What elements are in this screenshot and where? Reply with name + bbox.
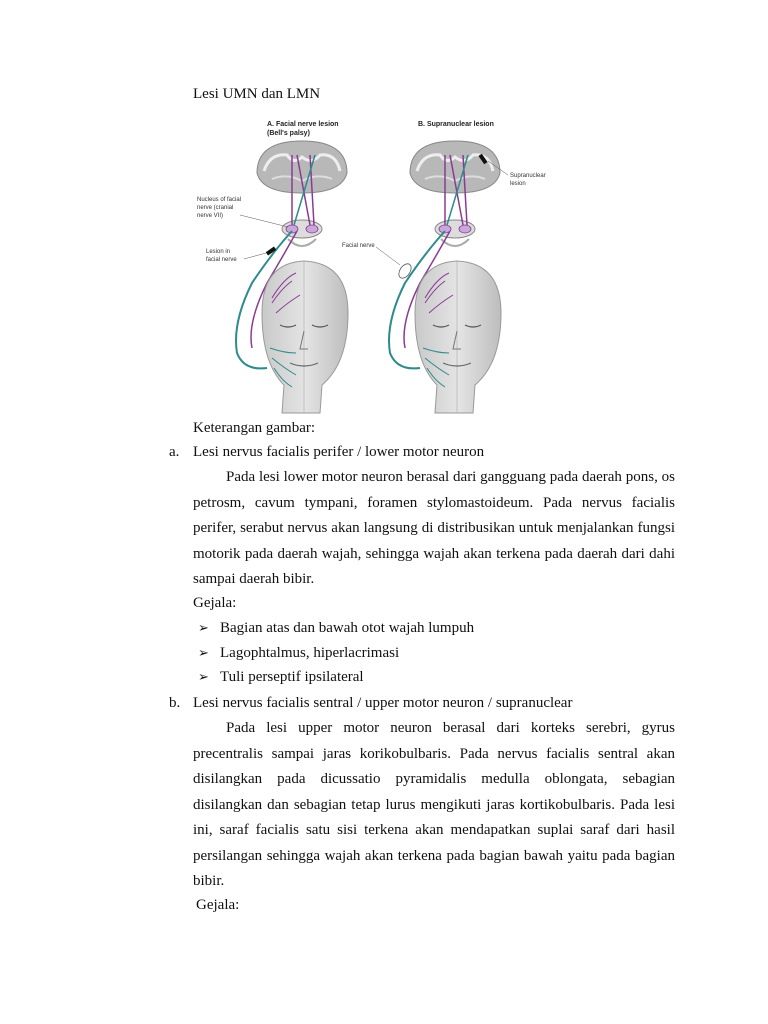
section-a-gejala-label: Gejala:	[193, 595, 237, 611]
label-supranuclear-line2: lesion	[510, 181, 526, 187]
label-nucleus-line1: Nucleus of facial	[197, 197, 242, 203]
section-a-marker: a.	[169, 444, 180, 460]
label-supranuclear-line1: Supranuclear	[510, 173, 546, 179]
label-lesion-line1: Lesion in	[206, 249, 231, 255]
label-lesion-line2: facial nerve	[206, 257, 237, 263]
panel-b-illustration	[389, 141, 501, 413]
section-a-heading	[169, 444, 484, 461]
panel-a-illustration	[236, 141, 348, 413]
symptom-item: ➢ Bagian atas dan bawah otot wajah lumpuh	[198, 620, 475, 636]
section-a-title: Lesi nervus facialis perifer / lower motor neuron	[193, 444, 485, 460]
label-nucleus-line3: nerve VII)	[197, 213, 224, 219]
section-b-heading	[169, 695, 572, 712]
arrow-bullet-icon: ➢	[198, 621, 209, 636]
section-b-title: Lesi nervus facialis sentral / upper motor neuron / supranuclear	[193, 695, 573, 711]
arrow-bullet-icon: ➢	[198, 646, 209, 661]
panel-b-title: B. Supranuclear lesion	[418, 121, 494, 128]
symptom-item: ➢ Lagophtalmus, hiperlacrimasi	[198, 645, 400, 661]
section-b-gejala-label: Gejala:	[196, 897, 240, 913]
panel-a-subtitle: (Bell's palsy)	[267, 130, 310, 137]
arrow-bullet-icon: ➢	[198, 670, 209, 685]
section-b-paragraph: Pada lesi upper motor neuron berasal dari korteks serebri, gyrus precentralis sampai jaras korikobulbaris. Pada nervus facialis sentral akan disilangkan pada dicussatio pyramidalis medulla oblongata, sebagian disilangkan dan sebagian tetap lurus mengikuti jaras kortikobulbaris. Pada lesi ini, saraf facialis satu sisi terkena akan mendapatkan suplai saraf dari hasil persilangan sehingga wajah akan terkena pada bagian bawah yaitu pada bagian bibir.	[193, 720, 675, 889]
panel-a-title: A. Facial nerve lesion	[267, 121, 339, 128]
facial-nerve-lesion-figure	[192, 113, 546, 413]
page-heading: Lesi UMN dan LMN	[193, 86, 321, 102]
symptom-item: ➢ Tuli perseptif ipsilateral	[198, 669, 364, 685]
figure-caption: Keterangan gambar:	[193, 420, 316, 436]
section-b-marker: b.	[169, 695, 181, 711]
label-facial-nerve: Facial nerve	[342, 243, 375, 249]
section-a-paragraph: Pada lesi lower motor neuron berasal dari gangguang pada daerah pons, os petrosm, cavum tympani, foramen stylomastoideum. Pada nervus facialis perifer, serabut nervus akan langsung di distribusikan untuk menjalankan fungsi motorik pada daerah wajah, sehingga wajah akan terkena pada daerah dari dahi sampai daerah bibir.	[193, 469, 675, 587]
label-nucleus-line2: nerve (cranial	[197, 205, 234, 211]
